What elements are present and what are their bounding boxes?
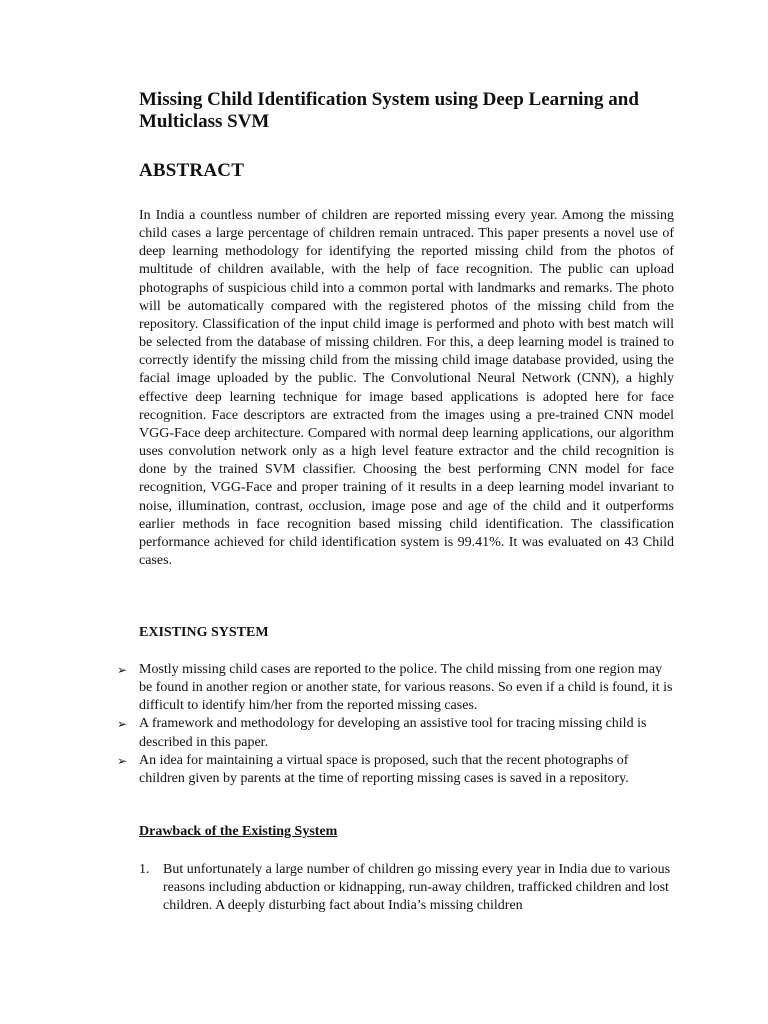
list-item-text: But unfortunately a large number of children go missing every year in India due to various reasons including abduction or kidnapping, run-away children, trafficked children and lost children. A deeply disturbing fact about India’s missing children [163, 862, 671, 914]
list-item-text: Mostly missing child cases are reported to the police. The child missing from one region may be found in another region or another state, for various reasons. So even if a child is found, it is difficult to identify him/her from the reported missing cases. [139, 662, 673, 714]
arrow-bullet-icon: ➢ [117, 753, 128, 768]
existing-system-list [117, 661, 677, 788]
arrow-bullet-icon: ➢ [117, 663, 128, 677]
list-item-text: An idea for maintaining a virtual space is proposed, such that the recent photographs of children given by parents at the time of reporting missing cases is saved in a repository. [139, 752, 629, 786]
arrow-bullet-icon: ➢ [117, 717, 128, 732]
list-item-number: 1. [139, 862, 150, 877]
list-item [139, 861, 679, 915]
drawback-heading: Drawback of the Existing System [139, 824, 338, 839]
abstract-paragraph: In India a countless number of children are reported missing every year. Among the missing child cases a large percentage of children remain untraced. This paper presents a novel use of deep learning methodology for identifying the reported missing child from the photos of multitude of children available, with the help of face recognition. The public can upload photographs of suspicious child into a common portal with landmarks and remarks. The photo will be automatically compared with the registered photos of the missing child from the repository. Classification of the input child image is performed and photo with best match will be selected from the database of missing children. For this, a deep learning model is trained to correctly identify the missing child from the missing child image database provided, using the facial image uploaded by the public. The Convolutional Neural Network (CNN), a highly effective deep learning technique for image based applications is adopted here for face recognition. Face descriptors are extracted from the images using a pre-trained CNN model VGG-Face deep architecture. Compared with normal deep learning applications, our algorithm uses convolution network only as a high level feature extractor and the child recognition is done by the trained SVM classifier. Choosing the best performing CNN model for face recognition, VGG-Face and proper training of it results in a deep learning model invariant to noise, illumination, contrast, occlusion, image pose and age of the child and it outperforms earlier methods in face recognition based missing child identification. The classification performance achieved for child identification system is 99.41%. It was evaluated on 43 Child cases. [139, 208, 674, 568]
abstract-heading: ABSTRACT [139, 160, 245, 181]
document-title: Missing Child Identification System using Deep Learning and Multiclass SVM [139, 89, 639, 132]
existing-system-heading: EXISTING SYSTEM [139, 625, 269, 640]
list-item [117, 752, 677, 788]
list-item [117, 715, 677, 751]
list-item [117, 661, 677, 715]
list-item-text: A framework and methodology for developing an assistive tool for tracing missing child is described in this paper. [139, 716, 647, 750]
drawback-list [139, 861, 679, 915]
